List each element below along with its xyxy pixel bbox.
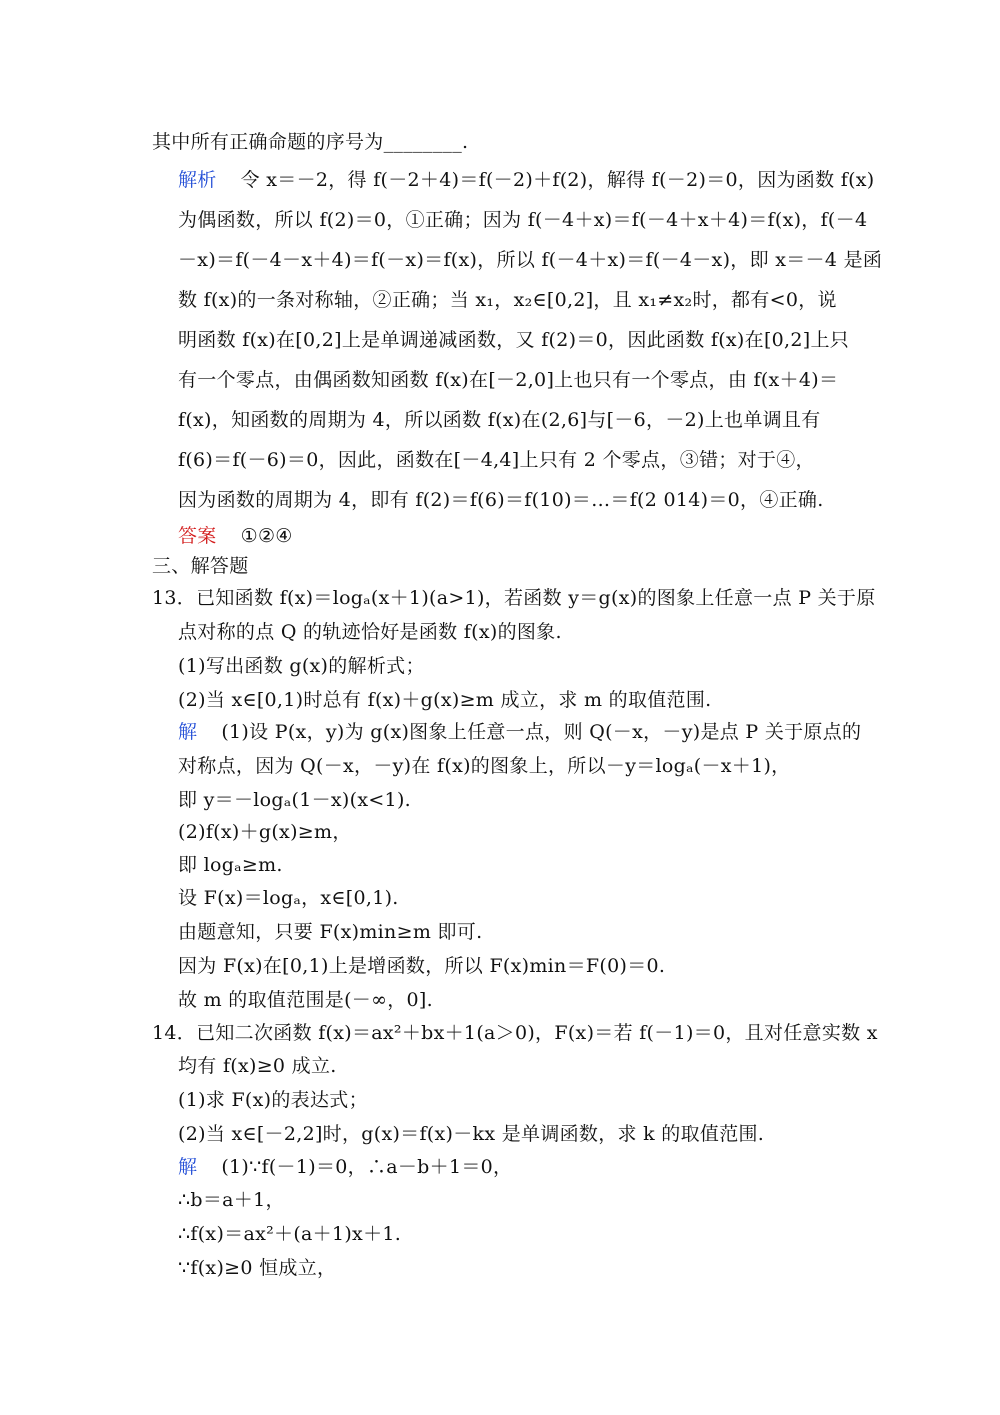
- text-line: (2)当 x∈[0,1)时总有 f(x)＋g(x)≥m 成立，求 m 的取值范围.: [178, 689, 712, 711]
- solution-label: 解: [178, 1156, 198, 1178]
- text-line: 数 f(x)的一条对称轴，②正确；当 x₁，x₂∈[0,2]，且 x₁≠x₂时，都有<0，说: [178, 289, 837, 311]
- text-line: 即 y＝－logₐ(1－x)(x<1).: [178, 789, 411, 811]
- text-line: 设 F(x)＝logₐ，x∈[0,1).: [178, 887, 399, 909]
- text-line: 因为 F(x)在[0,1)上是增函数，所以 F(x)min＝F(0)＝0.: [178, 955, 666, 977]
- text-line: (1)写出函数 g(x)的解析式；: [178, 655, 425, 677]
- analysis-paragraph: 解析 令 x＝－2，得 f(－2＋4)＝f(－2)＋f(2)，解得 f(－2)＝0，因为函数 f(x): [178, 169, 875, 191]
- text-line: 为偶函数，所以 f(2)＝0，①正确；因为 f(－4＋x)＝f(－4＋x＋4)＝f(x)，f(－4: [178, 209, 868, 231]
- text-line: 因为函数的周期为 4，即有 f(2)＝f(6)＝f(10)＝…＝f(2 014)＝0，④正确.: [178, 489, 824, 511]
- text-line: －x)＝f(－4－x＋4)＝f(－x)＝f(x)，所以 f(－4＋x)＝f(－4－x)，即 x＝－4 是函: [178, 249, 883, 271]
- solution-13: 解 (1)设 P(x，y)为 g(x)图象上任意一点，则 Q(－x，－y)是点 P 关于原点的: [178, 721, 862, 743]
- text-line: ∴f(x)＝ax²＋(a＋1)x＋1.: [178, 1223, 402, 1245]
- text-line: 均有 f(x)≥0 成立.: [178, 1055, 337, 1077]
- text-line: 对称点，因为 Q(－x，－y)在 f(x)的图象上，所以－y＝logₐ(－x＋1)，: [178, 755, 791, 777]
- text-line: 点对称的点 Q 的轨迹恰好是函数 f(x)的图象.: [178, 621, 562, 643]
- text-line: 有一个零点，由偶函数知函数 f(x)在[－2,0]上也只有一个零点，由 f(x＋4)＝: [178, 369, 839, 391]
- question-14: 14．已知二次函数 f(x)＝ax²＋bx＋1(a＞0)，F(x)＝若 f(－1)＝0，且对任意实数 x: [152, 1022, 878, 1044]
- text-line: f(6)＝f(－6)＝0，因此，函数在[－4,4]上只有 2 个零点，③错；对于④，: [178, 449, 815, 471]
- text-line: 故 m 的取值范围是(－∞，0].: [178, 989, 433, 1011]
- solution-label: 解: [178, 721, 198, 743]
- text-line: 即 logₐ≥m.: [178, 854, 283, 876]
- answer-line: 答案 ①②④: [178, 525, 293, 547]
- section-heading: 三、解答题: [152, 555, 249, 577]
- text-line: f(x)，知函数的周期为 4，所以函数 f(x)在(2,6]与[－6，－2)上也单调且有: [178, 409, 821, 431]
- text-line: (2)f(x)＋g(x)≥m，: [178, 821, 352, 843]
- text-line: 明函数 f(x)在[0,2]上是单调递减函数，又 f(2)＝0，因此函数 f(x)在[0,2]上只: [178, 329, 850, 351]
- text-line: 由题意知，只要 F(x)min≥m 即可.: [178, 921, 483, 943]
- text-line: (1)求 F(x)的表达式；: [178, 1089, 368, 1111]
- text-line: 其中所有正确命题的序号为________.: [152, 131, 469, 153]
- text-line: (2)当 x∈[－2,2]时，g(x)＝f(x)－kx 是单调函数，求 k 的取值范围.: [178, 1123, 765, 1145]
- solution-14: 解 (1)∵f(－1)＝0，∴a－b＋1＝0，: [178, 1156, 513, 1178]
- text-line: ∴b＝a＋1，: [178, 1189, 285, 1211]
- analysis-label: 解析: [178, 169, 217, 191]
- text-line: ∵f(x)≥0 恒成立，: [178, 1257, 337, 1279]
- question-13: 13．已知函数 f(x)＝logₐ(x＋1)(a>1)，若函数 y＝g(x)的图象上任意一点 P 关于原: [152, 587, 876, 609]
- answer-label: 答案: [178, 525, 217, 547]
